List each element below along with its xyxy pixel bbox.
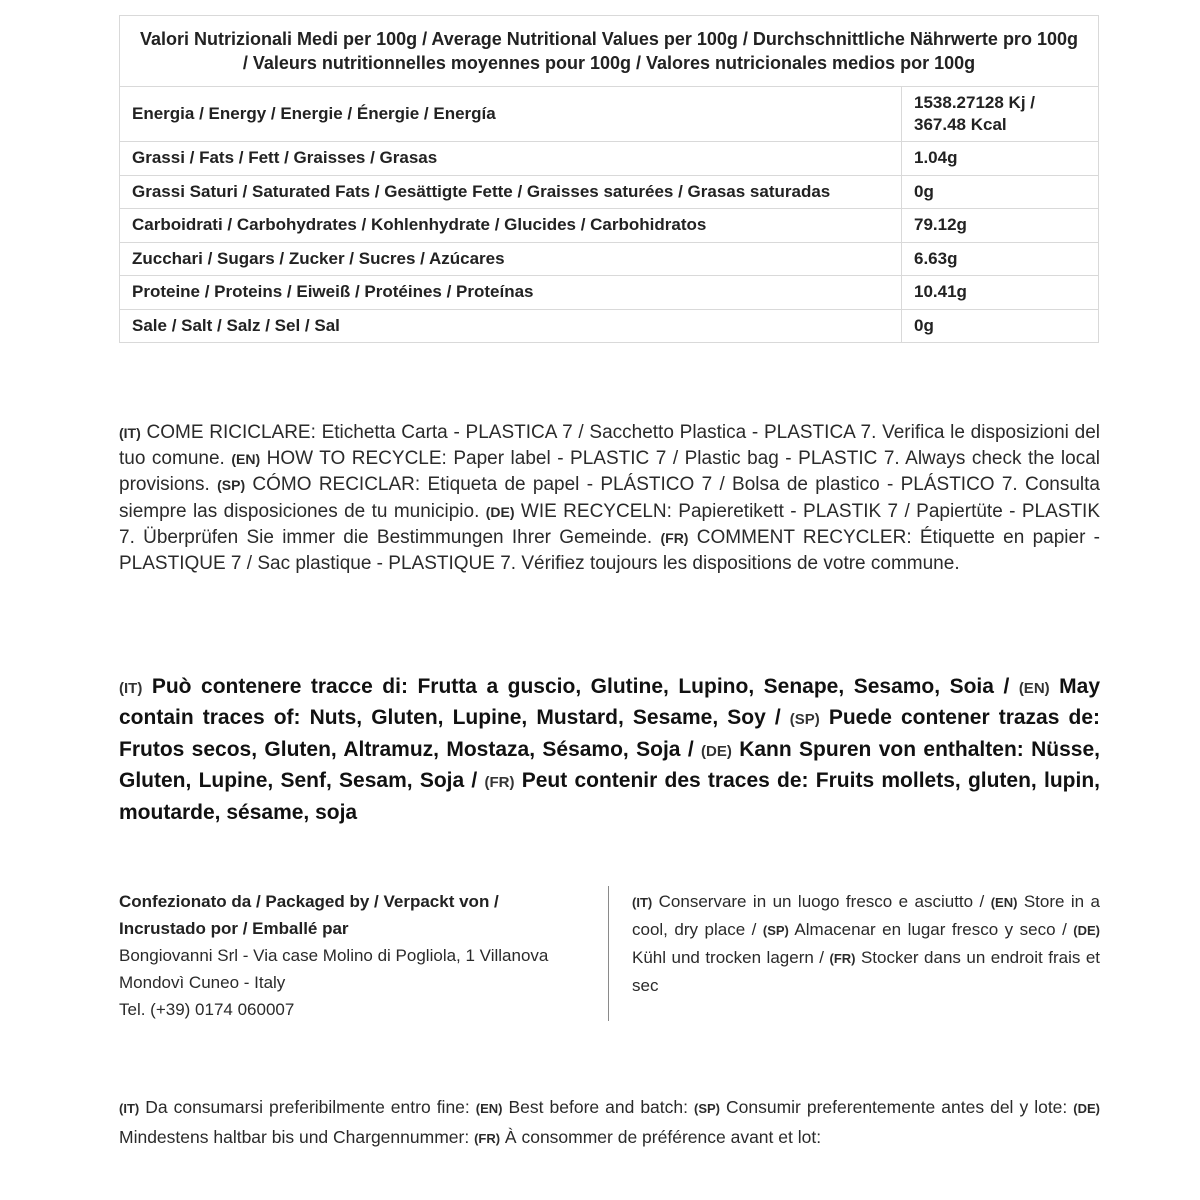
nutrition-row-carbohydrates [120,209,1099,243]
nutrient-value: 1.04g [902,142,1099,176]
nutrient-label: Carboidrati / Carbohydrates / Kohlenhydrate / Glucides / Carbohidratos [120,209,902,243]
lang-tag-en: (EN) [990,895,1018,910]
packager-phone: Tel. (+39) 0174 060007 [119,1000,295,1019]
recycling-text-de: WIE RECYCELN: Papieretikett - PLASTIK 7 / Papiertüte - PLASTIK 7. Überprüfen Sie immer die Bestimmungen Ihrer Gemeinde. [119,500,1101,548]
lang-tag-it: (IT) [119,425,141,441]
lang-tag-it: (IT) [119,1101,140,1116]
best-before-text-sp: Consumir preferentemente antes del y lote: [720,1097,1074,1117]
packager-info [119,888,589,1023]
nutrient-value: 79.12g [902,209,1099,243]
packager-address: Bongiovanni Srl - Via case Molino di Pogliola, 1 Villanova Mondovì Cuneo - Italy [119,946,549,992]
nutrient-label: Proteine / Proteins / Eiweiß / Protéines / Proteínas [120,276,902,310]
nutrient-label: Energia / Energy / Energie / Énergie / Energía [120,87,902,142]
nutrient-value: 0g [902,175,1099,209]
nutrition-row-salt [120,309,1099,343]
recycling-text-sp: CÓMO RECICLAR: Etiqueta de papel - PLÁSTICO 7 / Bolsa de plastico - PLÁSTICO 7. Consulta siempre las disposiciones de tu municipio. [119,474,1100,522]
recycling-text-it: COME RICICLARE: Etichetta Carta - PLASTICA 7 / Sacchetto Plastica - PLASTICA 7. Verifica le disposizioni del tuo comune. [119,422,1100,470]
lang-tag-fr: (FR) [829,951,856,966]
nutrition-table [119,15,1099,343]
storage-instructions [632,888,1100,999]
lang-tag-de: (DE) [1073,923,1101,938]
lang-tag-fr: (FR) [484,774,515,792]
storage-text-fr: Stocker dans un endroit frais et sec [632,948,1100,995]
lang-tag-it: (IT) [632,895,653,910]
lang-tag-de: (DE) [701,742,732,760]
nutrition-row-energy [120,87,1099,142]
allergen-text-en: May contain traces of: Nuts, Gluten, Lupine, Mustard, Sesame, Soy / [119,675,1101,730]
nutrient-value: 0g [902,309,1099,343]
storage-text-en: Store in a cool, dry place / [632,892,1100,939]
allergen-text-it: Può contenere tracce di: Frutta a guscio, Glutine, Lupino, Senape, Sesamo, Soia / [142,675,1019,698]
allergen-text-sp: Puede contener trazas de: Frutos secos, Gluten, Altramuz, Mostaza, Sésamo, Soja / [119,706,1100,761]
column-divider [608,886,609,1021]
nutrition-row-saturated-fats [120,175,1099,209]
storage-text-de: Kühl und trocken lagern / [632,948,830,967]
recycling-text-en: HOW TO RECYCLE: Paper label - PLASTIC 7 / Plastic bag - PLASTIC 7. Always check the local provisions. [119,448,1101,496]
lang-tag-en: (EN) [231,451,261,468]
nutrition-header: Valori Nutrizionali Medi per 100g / Average Nutritional Values per 100g / Durchschnittliche Nährwerte pro 100g / Valeurs nutritionnelles moyennes pour 100g / Valores nutricionales medios por 100g [120,16,1099,87]
nutrition-row-proteins [120,276,1099,310]
lang-tag-en: (EN) [475,1101,503,1116]
nutrient-label: Sale / Salt / Salz / Sel / Sal [120,309,902,343]
lang-tag-sp: (SP) [762,923,789,938]
best-before-notice [119,1093,1100,1153]
nutrient-value: 1538.27128 Kj / 367.48 Kcal [902,87,1099,142]
recycling-text-fr: COMMENT RECYCLER: Étiquette en papier - PLASTIQUE 7 / Sac plastique - PLASTIQUE 7. Vérifiez toujours les dispositions de votre commune. [119,526,1101,575]
lang-tag-fr: (FR) [660,529,689,546]
lang-tag-sp: (SP) [789,711,820,729]
best-before-text-fr: À consommer de préférence avant et lot: [500,1127,822,1147]
recycling-instructions [119,420,1100,577]
lang-tag-en: (EN) [1018,680,1050,697]
lang-tag-it: (IT) [119,680,143,697]
nutrition-row-sugars [120,242,1099,276]
best-before-text-en: Best before and batch: [502,1097,694,1117]
nutrient-value: 10.41g [902,276,1099,310]
packager-heading: Confezionato da / Packaged by / Verpackt von / Incrustado por / Emballé par [119,892,499,938]
storage-text-sp: Almacenar en lugar fresco y seco / [788,920,1074,939]
best-before-text-de: Mindestens haltbar bis und Chargennummer: [119,1127,475,1147]
nutrition-row-fats [120,142,1099,176]
lang-tag-de: (DE) [1073,1101,1100,1116]
lang-tag-de: (DE) [485,503,515,520]
allergen-text-fr: Peut contenir des traces de: Fruits mollets, gluten, lupin, moutarde, sésame, soja [119,769,1100,824]
storage-text-it: Conservare in un luogo fresco e asciutto / [652,892,991,911]
nutrient-label: Zucchari / Sugars / Zucker / Sucres / Azúcares [120,242,902,276]
nutrient-label: Grassi Saturi / Saturated Fats / Gesättigte Fette / Graisses saturées / Grasas saturadas [120,175,902,209]
lang-tag-sp: (SP) [694,1101,720,1116]
nutrient-label: Grassi / Fats / Fett / Graisses / Grasas [120,142,902,176]
lang-tag-sp: (SP) [217,477,246,494]
nutrient-value: 6.63g [902,242,1099,276]
best-before-text-it: Da consumarsi preferibilmente entro fine: [139,1097,476,1117]
allergen-warning [119,672,1100,827]
allergen-text-de: Kann Spuren von enthalten: Nüsse, Gluten, Lupine, Senf, Sesam, Soja / [119,737,1100,793]
lang-tag-fr: (FR) [474,1131,501,1146]
